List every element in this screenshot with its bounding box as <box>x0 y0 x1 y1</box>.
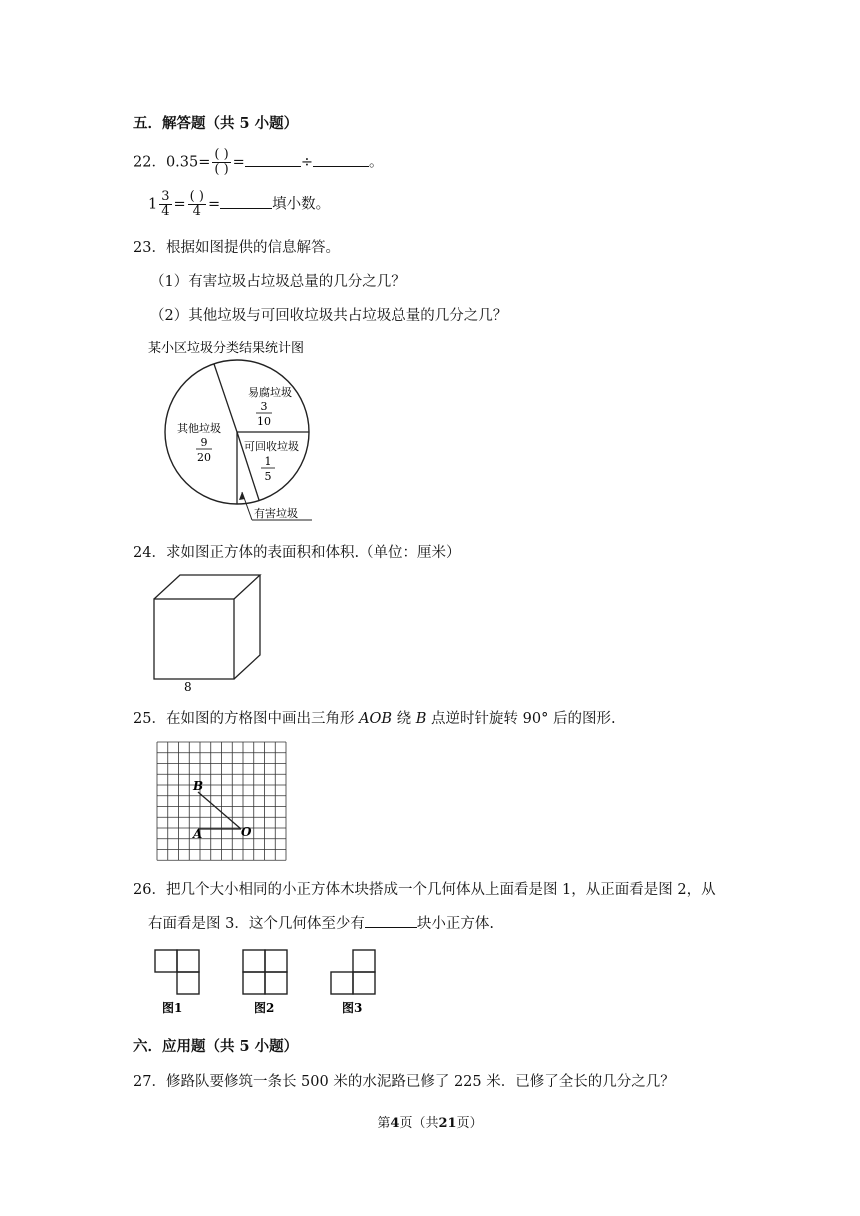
fig3-label: 图3 <box>342 1001 363 1015</box>
perishable-label: 易腐垃圾 <box>248 386 292 399</box>
q22-fraction-2: $\frac{( )}{4}$ <box>189 189 204 219</box>
section-title: 五．解答题（共 5 小题） <box>133 115 299 132</box>
section-title: 六．应用题（共 5 小题） <box>133 1038 299 1055</box>
other-den: 20 <box>197 451 211 464</box>
q22-prefix: 22．0.35= <box>133 154 211 171</box>
harmful-label: 有害垃圾 <box>254 507 298 520</box>
question-23-sub2: （2）其他垃圾与可回收垃圾共占垃圾总量的几分之几？ <box>150 308 508 324</box>
recyclable-label: 可回收垃圾 <box>244 440 299 453</box>
chart-title: 某小区垃圾分类结果统计图 <box>148 341 305 356</box>
cube-figure <box>150 572 270 694</box>
view-figure-1 <box>155 950 199 994</box>
view-figure-3 <box>331 950 375 994</box>
point-a-label: A <box>193 827 203 841</box>
garbage-pie-chart <box>140 334 340 530</box>
question-22-line2: 1 $\frac{3}{4}$ = $\frac{( )}{4}$ = 填小数。 <box>148 189 331 219</box>
fig1-label: 图1 <box>162 1001 183 1015</box>
q22-fraction: $\frac{( )}{( )}$ <box>214 147 229 177</box>
segment-bo <box>198 792 241 829</box>
cube-front-face <box>154 599 234 679</box>
question-23-stem: 23．根据如图提供的信息解答。 <box>133 240 340 256</box>
perishable-num: 3 <box>260 400 268 413</box>
question-22-line1: 22．0.35= $\frac{( )}{( )}$ = ÷ 。 <box>133 147 384 177</box>
point-b-label: B <box>193 779 204 793</box>
question-26-line1: 26．把几个大小相同的小正方体木块搭成一个几何体从上面看是图 1，从正面看是图 2，从 <box>133 882 716 898</box>
cube-top-face <box>154 575 260 599</box>
question-26-line2: 右面看是图 3．这个几何体至少有 块小正方体. <box>148 912 494 933</box>
question-24-stem: 24．求如图正方体的表面积和体积.（单位：厘米） <box>133 545 461 561</box>
fig2-label: 图2 <box>254 1001 275 1015</box>
page-footer: 第4页（共21页） <box>377 1116 483 1131</box>
other-label: 其他垃圾 <box>177 422 221 435</box>
total-pages: 21 <box>438 1116 457 1131</box>
answer-blank[interactable] <box>220 194 272 209</box>
cube-edge-label: 8 <box>184 680 192 694</box>
grid <box>157 742 286 860</box>
recyclable-den: 5 <box>264 470 272 483</box>
mixed-fraction: $\frac{3}{4}$ <box>161 189 170 219</box>
other-num: 9 <box>200 436 208 449</box>
three-view-figures <box>150 946 390 1020</box>
page-number: 4 <box>390 1116 400 1131</box>
cube-side-face <box>234 575 260 679</box>
grid-figure[interactable] <box>155 740 289 864</box>
perishable-den: 10 <box>257 415 271 428</box>
question-23-sub1: （1）有害垃圾占垃圾总量的几分之几？ <box>150 274 406 290</box>
answer-blank[interactable] <box>313 152 369 167</box>
question-25-stem: 25．在如图的方格图中画出三角形 AOB 绕 B 点逆时针旋转 90° 后的图形. <box>133 711 616 727</box>
view-figure-2 <box>243 950 287 994</box>
answer-blank[interactable] <box>245 152 301 167</box>
question-27-stem: 27．修路队要修筑一条长 500 米的水泥路已修了 225 米．已修了全长的几分之几？ <box>133 1074 675 1090</box>
recyclable-num: 1 <box>264 455 272 468</box>
answer-blank[interactable] <box>365 913 417 928</box>
point-o-label: O <box>241 825 252 839</box>
